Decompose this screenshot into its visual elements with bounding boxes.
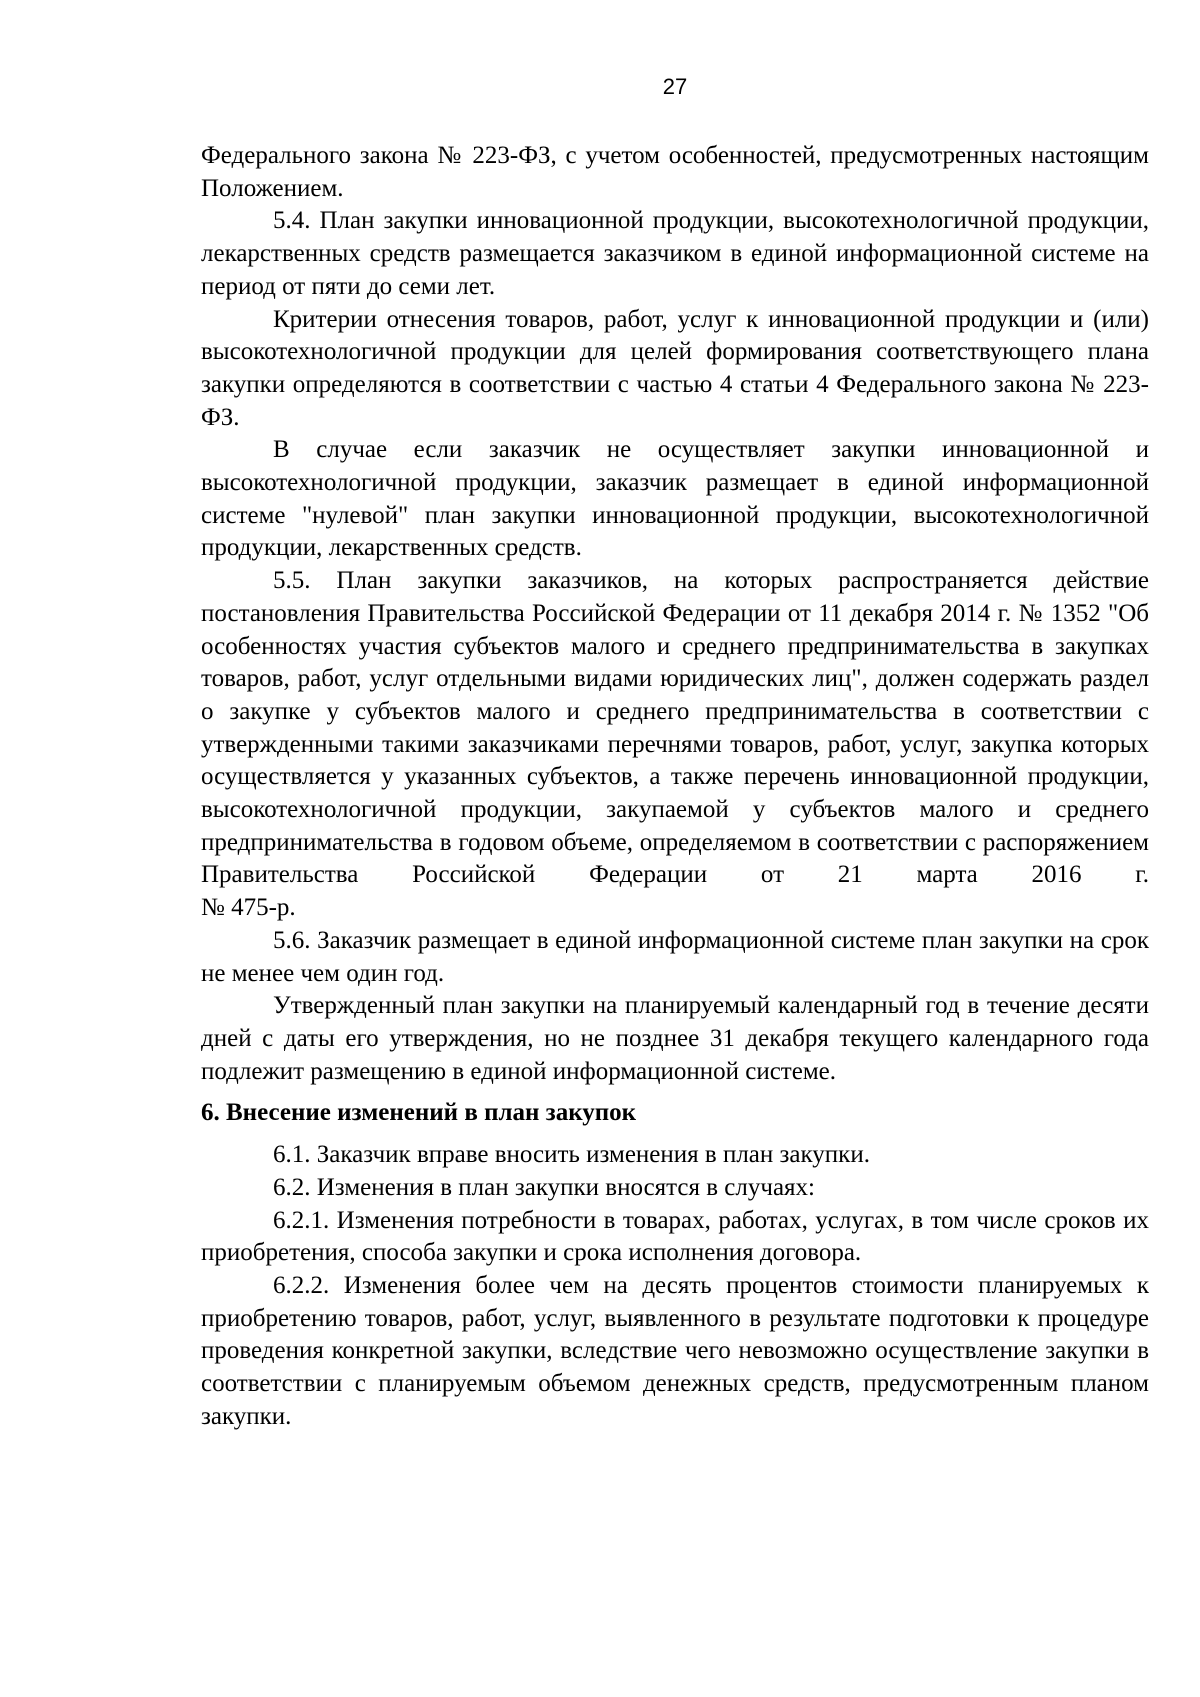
paragraph-5-5: 5.5. План закупки заказчиков, на которых распространяется действие постановления Правительства Российской Федерации от 11 декабря 2014 г. № 1352 "Об особенностях участия субъектов малого и среднего предпринимательства в закупках товаров, работ, услуг отдельными видами юридических лиц", должен содержать раздел о закупке у субъектов малого и среднего предпринимательства в соответствии с утвержденными такими заказчиками перечнями товаров, работ, услуг, закупка которых осуществляется у указанных субъектов, а также перечень инновационной продукции, высокотехнологичной продукции, закупаемой у субъектов малого и среднего предпринимательства в годовом объеме, определяемом в соответствии с распоряжением Правительства Российской Федерации от 21 марта 2016 г. [201, 567, 1149, 889]
document-body [201, 140, 1149, 1433]
paragraph-criteria: Критерии отнесения товаров, работ, услуг к инновационной продукции и (или) высокотехнологичной продукции для целей формирования соответствующего плана закупки определяются в соответствии с частью 4 статьи 4 Федерального закона № 223-ФЗ. [201, 305, 1149, 431]
paragraph-continuation: Федерального закона № 223-ФЗ, с учетом особенностей, предусмотренных настоящим Положением. [201, 142, 1149, 202]
paragraph-6-2-2: 6.2.2. Изменения более чем на десять процентов стоимости планируемых к приобретению товаров, работ, услуг, выявленного в результате подготовки к процедуре проведения конкретной закупки, вследствие чего невозможно осуществление закупки в соответствии с планируемым объемом денежных средств, предусмотренным планом закупки. [201, 1271, 1149, 1430]
paragraph-5-5-tail: № 475-р. [201, 894, 296, 922]
paragraph-5-4: 5.4. План закупки инновационной продукции, высокотехнологичной продукции, лекарственных средств размещается заказчиком в единой информационной системе на период от пяти до семи лет. [201, 207, 1149, 300]
paragraph-approved-plan: Утвержденный план закупки на планируемый календарный год в течение десяти дней с даты его утверждения, но не позднее 31 декабря текущего календарного года подлежит размещению в единой информационной системе. [201, 992, 1149, 1085]
page-number: 27 [662, 74, 688, 99]
paragraph-6-1: 6.1. Заказчик вправе вносить изменения в план закупки. [273, 1141, 870, 1169]
paragraph-zero-plan: В случае если заказчик не осуществляет закупки инновационной и высокотехнологичной продукции, заказчик размещает в единой информационной системе "нулевой" план закупки инновационной продукции, высокотехнологичной продукции, лекарственных средств. [201, 436, 1149, 562]
paragraph-5-6: 5.6. Заказчик размещает в единой информационной системе план закупки на срок не менее чем один год. [201, 926, 1149, 987]
section-6-heading: 6. Внесение изменений в план закупок [201, 1099, 637, 1127]
paragraph-6-2-1: 6.2.1. Изменения потребности в товарах, работах, услугах, в том числе сроков их приобретения, способа закупки и срока исполнения договора. [201, 1206, 1149, 1267]
paragraph-6-2: 6.2. Изменения в план закупки вносятся в случаях: [273, 1173, 815, 1201]
